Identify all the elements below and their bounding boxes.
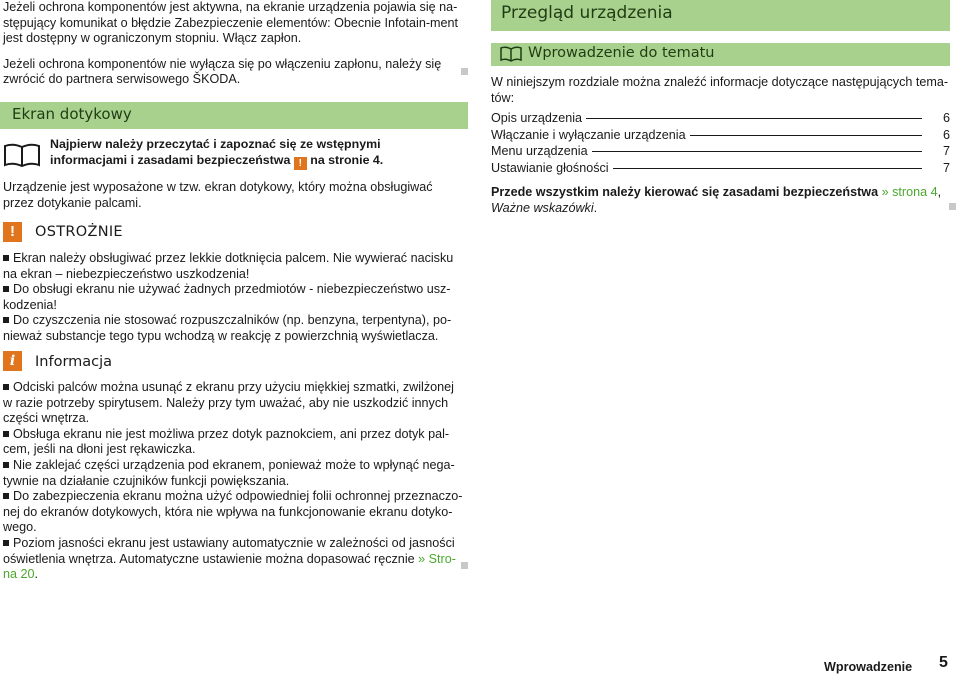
caution-heading: OSTROŻNIE: [35, 224, 123, 240]
bullet-icon: [3, 431, 9, 437]
page-number: 5: [939, 654, 948, 671]
topic-title: Wprowadzenie do tematu: [528, 45, 715, 61]
bullet-icon: [3, 493, 9, 499]
list-item: Ekran należy obsługiwać przez lekkie dotknięcia palcem. Nie wywierać nacisku na ekran – niebezpieczeństwo uszkodzenia!: [3, 251, 454, 281]
list-item: Obsługa ekranu nie jest możliwa przez dotyk paznokciem, ani przez dotyk pal-cem, jeśli na dłoni jest rękawiczka.: [3, 426, 450, 457]
list-item: Do czyszczenia nie stosować rozpuszczalników (np. benzyna, terpentyna), po-nieważ substancje tego typu wchodzą w reakcję z powierzchnią wyświetlacza.: [3, 313, 452, 343]
info-list: [3, 380, 463, 583]
read-first-notice: [50, 137, 460, 170]
read-first-page-ref[interactable]: na stronie 4.: [310, 152, 384, 167]
list-item: Do obsługi ekranu nie używać żadnych przedmiotów - niebezpieczeństwo usz-kodzenia!: [3, 282, 451, 312]
caution-icon: !: [3, 222, 22, 242]
section-title-touchscreen: Ekran dotykowy: [12, 105, 132, 123]
bullet-icon: [3, 540, 9, 546]
page-link[interactable]: » strona 4: [881, 185, 938, 199]
section-end-marker: [461, 68, 468, 75]
info-heading: Informacja: [35, 354, 113, 370]
warning-icon: !: [294, 157, 307, 170]
toc-entry[interactable]: Opis urządzenia 6: [491, 111, 950, 125]
list-item: Nie zaklejać części urządzenia pod ekranem, ponieważ może to wpłynąć nega-tywnie na działanie czujników funkcji powiększania.: [3, 457, 455, 488]
bullet-icon: [3, 384, 9, 390]
caution-list: [3, 251, 463, 345]
intro-paragraph-1: Jeżeli ochrona komponentów jest aktywna, na ekranie urządzenia pojawia się na-stępujący komunikat o błędzie Zabezpieczenie elementów: Obecnie Infotain-ment jest dostępny w ograniczonym stopniu. Włącz zapłon.: [3, 0, 459, 46]
book-icon: [3, 142, 41, 168]
bullet-icon: [3, 317, 9, 323]
page-link[interactable]: » Stro-na 20: [3, 551, 456, 582]
read-first-text: Najpierw należy przeczytać i zapoznać się ze wstępnymi informacjami i zasadami bezpieczeństwa: [50, 137, 381, 167]
table-of-contents: [491, 111, 950, 177]
bullet-icon: [3, 255, 9, 261]
footer-section-name: Wprowadzenie: [824, 660, 913, 674]
touchscreen-description: Urządzenie jest wyposażone w tzw. ekran dotykowy, który można obsługiwać przez dotykanie palcami.: [3, 180, 433, 210]
topic-intro: W niniejszym rozdziale można znaleźć informacje dotyczące następujących tema-tów:: [491, 75, 949, 105]
chapter-title: Przegląd urządzenia: [501, 3, 673, 23]
book-icon: [500, 46, 522, 62]
list-item: Poziom jasności ekranu jest ustawiany automatycznie w zależności od jasności oświetlenia wnętrza. Automatyczne ustawienie można dopasować ręcznie » Stro-na 20.: [3, 535, 456, 582]
intro-paragraph-2: Jeżeli ochrona komponentów nie wyłącza się po włączeniu zapłonu, należy się zwrócić do partnera serwisowego ŠKODA.: [3, 56, 442, 87]
section-end-marker: [949, 203, 956, 210]
intro-notes: [3, 0, 463, 98]
bullet-icon: [3, 286, 9, 292]
toc-entry[interactable]: Włączanie i wyłączanie urządzenia 6: [491, 127, 950, 142]
toc-entry[interactable]: Menu urządzenia 7: [491, 144, 950, 159]
list-item: Odciski palców można usunąć z ekranu przy użyciu miękkiej szmatki, zwilżonej w razie potrzeby spirytusem. Należy przy tym uważać, aby nie uszkodzić innych części wnętrza.: [3, 380, 454, 426]
safety-note: Przede wszystkim należy kierować się zasadami bezpieczeństwa » strona 4, Ważne wskazówki.: [491, 185, 942, 215]
list-item: Do zabezpieczenia ekranu można użyć odpowiedniej folii ochronnej przeznaczo-nej do ekranów dotykowych, która nie wpływa na funkcjonowanie ekranu dotyko-wego.: [3, 489, 463, 535]
section-end-marker: [461, 562, 468, 569]
info-icon: i: [3, 351, 22, 371]
toc-entry[interactable]: Ustawianie głośności 7: [491, 160, 950, 175]
bullet-icon: [3, 462, 9, 468]
